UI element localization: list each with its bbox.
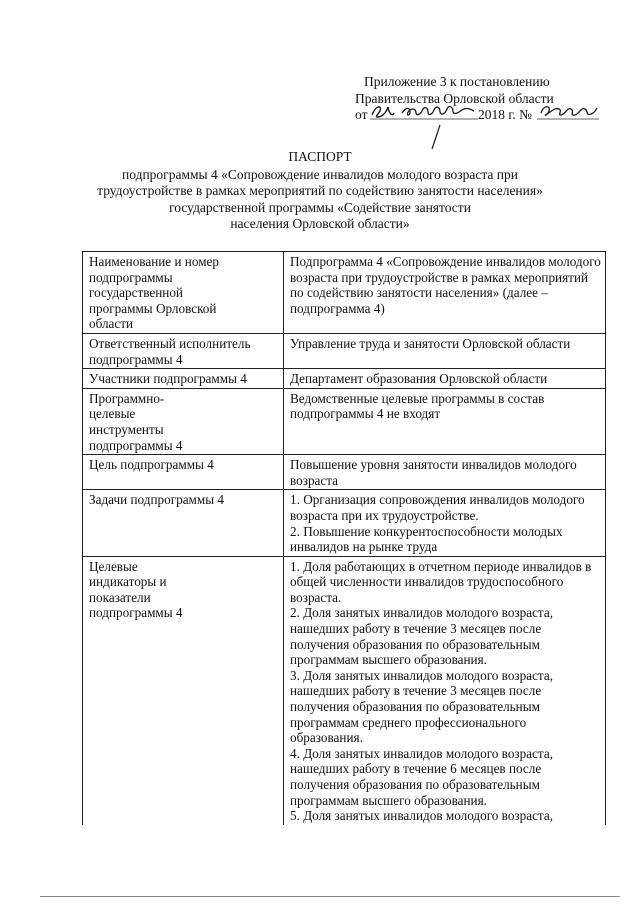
row-value-item: Управление труда и занятости Орловской области — [290, 335, 571, 351]
row-value — [284, 556, 606, 825]
row-value-item: 2. Повышение конкурентоспособности молодых инвалидов на рынке труда — [290, 523, 563, 555]
row-value-item: Ведомственные целевые программы в состав подпрограммы 4 не входят — [290, 390, 545, 422]
table-row — [83, 333, 606, 368]
page-bottom-edge — [40, 896, 620, 897]
row-value-item: Департамент образования Орловской области — [290, 371, 548, 387]
row-value-item: 3. Доля занятых инвалидов молодого возраста, нашедших работу в течение 3 месяцев после получения образования по образовательным программам среднего профессионального образования. — [290, 667, 553, 746]
row-label: Наименование и номер подпрограммы государственной программы Орловской области — [83, 252, 284, 334]
row-label: Целевые индикаторы и показатели подпрограммы 4 — [83, 556, 284, 825]
row-label: Задачи подпрограммы 4 — [83, 490, 284, 556]
row-label: Цель подпрограммы 4 — [83, 455, 284, 490]
row-value-item: 1. Организация сопровождения инвалидов молодого возраста при их трудоустройстве. — [290, 492, 585, 523]
row-value — [284, 455, 606, 490]
handwritten-number-signature — [537, 101, 599, 123]
row-value — [284, 490, 606, 556]
table-row — [83, 388, 606, 454]
row-label: Ответственный исполнитель подпрограммы 4 — [83, 333, 284, 368]
table-row — [83, 252, 606, 334]
row-label: Участники подпрограммы 4 — [83, 369, 284, 389]
passport-table — [82, 251, 606, 825]
date-prefix: от — [355, 107, 368, 122]
passport-title-block — [0, 149, 640, 233]
title-line-3: государственной программы «Содействие занятости — [169, 199, 471, 215]
title-line-2: трудоустройстве в рамках мероприятий по содействию занятости населения» — [97, 183, 543, 199]
table-row — [83, 490, 606, 556]
title-line-4: населения Орловской области» — [230, 216, 410, 232]
row-value-item: 5. Доля занятых инвалидов молодого возраста, — [290, 808, 553, 824]
row-label: Программно-целевые инструменты подпрограммы 4 — [83, 388, 284, 454]
handwritten-date-signature — [370, 101, 478, 123]
title-line-1: подпрограммы 4 «Сопровождение инвалидов молодого возраста при — [121, 166, 518, 182]
row-value-item: Повышение уровня занятости инвалидов молодого возраста — [290, 457, 577, 488]
appendix-line-1: Приложение 3 к постановлению — [364, 74, 550, 89]
row-value-item: 4. Доля занятых инвалидов молодого возраста, нашедших работу в течение 6 месяцев после получения образования по образовательным программам высшего образования. — [290, 745, 553, 808]
table-row — [83, 455, 606, 490]
row-value — [284, 388, 606, 454]
pen-stroke-mark — [430, 123, 442, 151]
row-value — [284, 369, 606, 389]
table-row — [83, 556, 606, 825]
passport-heading: ПАСПОРТ — [288, 149, 352, 164]
date-year: 2018 г. № — [478, 107, 533, 122]
row-value-item: 2. Доля занятых инвалидов молодого возраста, нашедших работу в течение 3 месяцев после получения образования по образовательным программам высшего образования. — [290, 605, 553, 668]
table-row — [83, 369, 606, 389]
row-value — [284, 252, 606, 334]
row-value-item: 1. Доля работающих в отчетном периоде инвалидов в общей численности инвалидов трудоспособного возраста. — [290, 558, 592, 605]
row-value — [284, 333, 606, 368]
appendix-line-2: Правительства Орловской области — [355, 90, 554, 106]
row-value-item: Подпрограмма 4 «Сопровождение инвалидов молодого возраста при трудоустройстве в рамках мероприятий по содействию занятости населения» (далее – подпрограмма 4) — [290, 254, 601, 316]
